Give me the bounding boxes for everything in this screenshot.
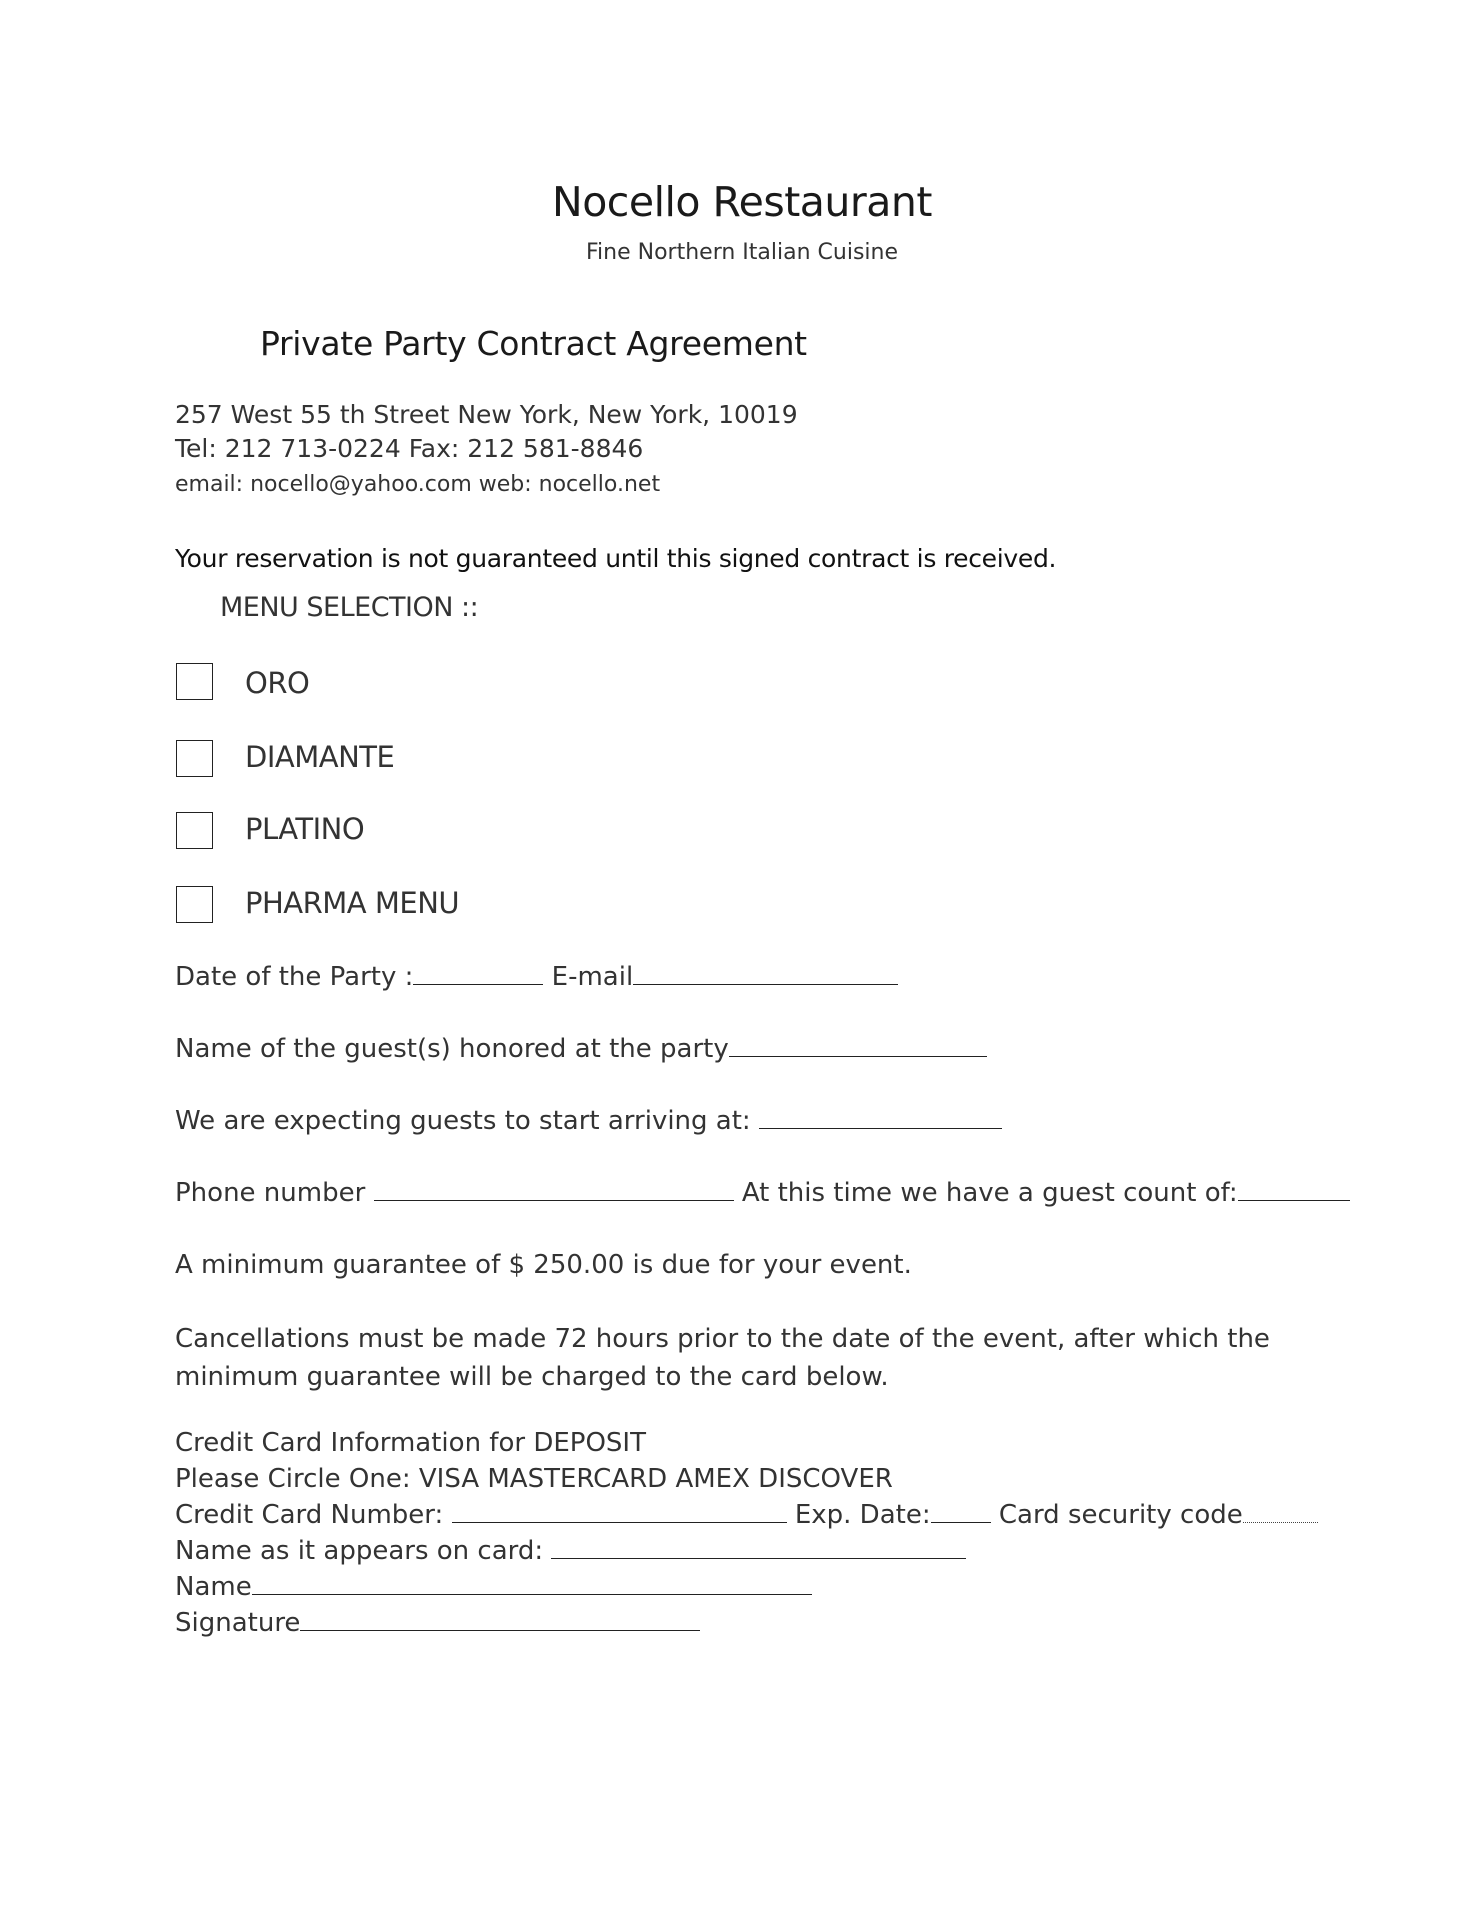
date-email-row: [175, 962, 898, 992]
card-number-row: [175, 1500, 1318, 1530]
honored-label: Name of the guest(s) honored at the party: [175, 1034, 729, 1064]
arriving-label: We are expecting guests to start arriving at:: [175, 1106, 751, 1136]
contract-title: Private Party Contract Agreement: [260, 324, 807, 363]
security-code-field[interactable]: [1243, 1521, 1318, 1523]
phone-label: Phone number: [175, 1178, 366, 1208]
exp-date-field[interactable]: [931, 1521, 991, 1523]
checkbox-label-diamante: DIAMANTE: [245, 740, 395, 774]
name-label: Name: [175, 1572, 252, 1602]
email-web-line: email: nocello@yahoo.com web: nocello.net: [175, 472, 661, 497]
address-line: 257 West 55 th Street New York, New York, 10019: [175, 400, 798, 429]
card-number-label: Credit Card Number:: [175, 1500, 444, 1530]
card-number-field[interactable]: [452, 1521, 787, 1523]
arriving-field[interactable]: [759, 1127, 1002, 1129]
guest-count-field[interactable]: [1238, 1199, 1350, 1201]
signature-row: [175, 1608, 700, 1638]
security-code-label: Card security code: [998, 1500, 1243, 1530]
checkbox-diamante[interactable]: [176, 740, 213, 777]
checkbox-platino[interactable]: [176, 812, 213, 849]
checkbox-label-platino: PLATINO: [245, 812, 365, 846]
restaurant-title: Nocello Restaurant: [552, 178, 932, 226]
checkbox-label-pharma-menu: PHARMA MENU: [245, 886, 460, 920]
card-type-options: Please Circle One: VISA MASTERCARD AMEX DISCOVER: [175, 1464, 893, 1494]
exp-date-label: Exp. Date:: [794, 1500, 931, 1530]
name-row: [175, 1572, 812, 1602]
checkbox-oro[interactable]: [176, 663, 213, 700]
checkbox-label-oro: ORO: [245, 666, 310, 700]
name-field[interactable]: [252, 1593, 812, 1595]
menu-selection-heading: MENU SELECTION ::: [220, 592, 479, 623]
name-on-card-label: Name as it appears on card:: [175, 1536, 544, 1566]
date-label: Date of the Party :: [175, 962, 414, 992]
restaurant-subtitle: Fine Northern Italian Cuisine: [585, 240, 898, 265]
date-field[interactable]: [413, 983, 543, 985]
credit-card-heading: Credit Card Information for DEPOSIT: [175, 1428, 646, 1458]
checkbox-pharma-menu[interactable]: [176, 886, 213, 923]
minimum-guarantee-text: A minimum guarantee of $ 250.00 is due for your event.: [175, 1250, 912, 1280]
signature-label: Signature: [175, 1608, 301, 1638]
phone-fax-line: Tel: 212 713-0224 Fax: 212 581-8846: [175, 434, 644, 463]
name-on-card-field[interactable]: [551, 1557, 966, 1559]
phone-field[interactable]: [374, 1199, 734, 1201]
cancellation-text: Cancellations must be made 72 hours prior to the date of the event, after which the minimum guarantee will be charged to the card below.: [175, 1324, 1270, 1392]
guest-count-label: At this time we have a guest count of:: [741, 1178, 1238, 1208]
arriving-row: [175, 1106, 1002, 1136]
email-field[interactable]: [633, 983, 898, 985]
signature-field[interactable]: [300, 1629, 700, 1631]
reservation-notice: Your reservation is not guaranteed until this signed contract is received.: [175, 544, 1057, 573]
honored-field[interactable]: [729, 1055, 987, 1057]
phone-guest-row: [175, 1178, 1350, 1208]
email-label: E-mail: [551, 962, 634, 992]
name-on-card-row: [175, 1536, 966, 1566]
honored-row: [175, 1034, 987, 1064]
